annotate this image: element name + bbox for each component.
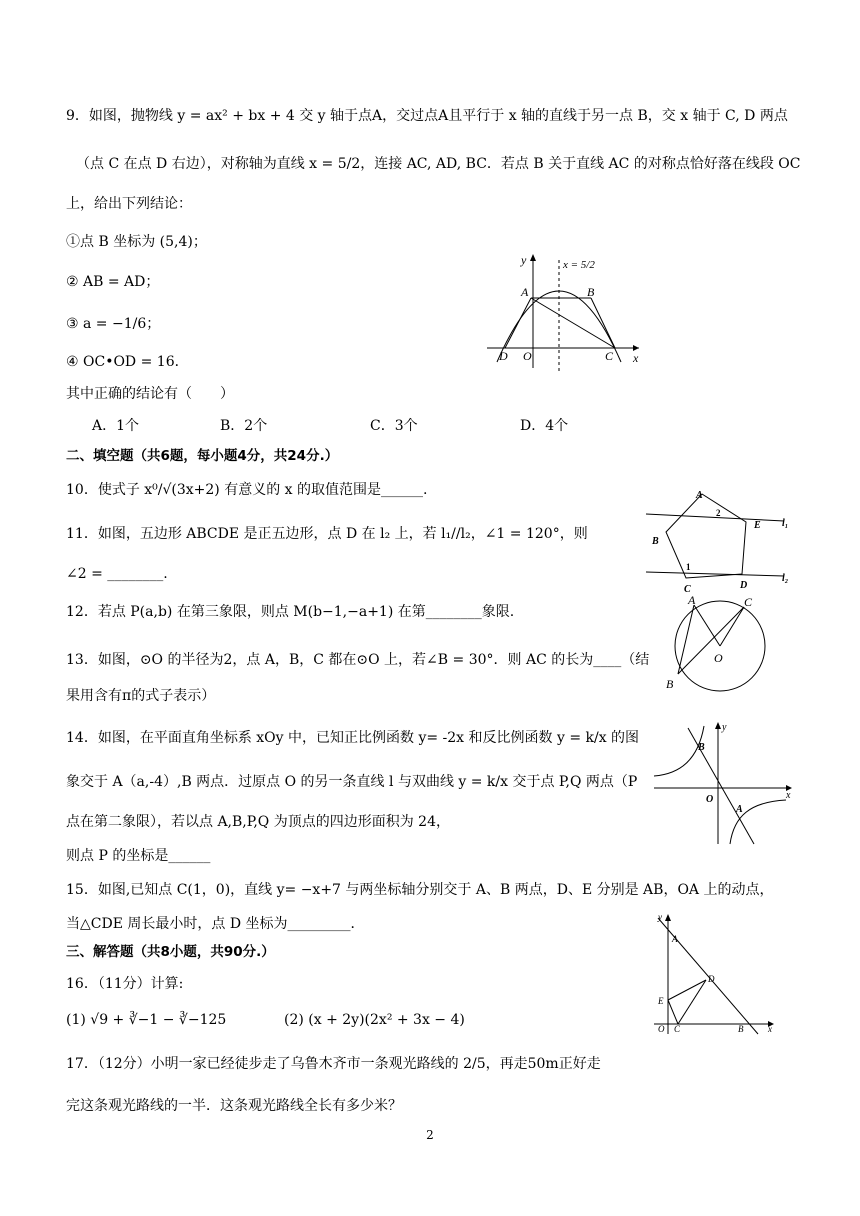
pentagon-angle-1: 1 [686, 562, 691, 572]
section-2-heading: 二、填空题（共6题，每小题4分，共24分.） [66, 448, 339, 464]
q17-line1: 17．（12分）小明一家已经徒步走了乌鲁木齐市一条观光路线的 2/5，再走50m正好走 [66, 1056, 601, 1072]
q14-line2: 象交于 A（a,-4）,B 两点．过原点 O 的另一条直线 l 与双曲线 y = k/x 交于点 P,Q 两点（P [66, 774, 638, 790]
q9-option-a[interactable]: A．1个 [92, 418, 140, 434]
q15-line2: 当△CDE 周长最小时，点 D 坐标为_________． [66, 916, 365, 932]
q14-line3: 点在第二象限），若以点 A,B,P,Q 为顶点的四边形面积为 24， [66, 814, 450, 830]
q12: 12．若点 P(a,b) 在第三象限，则点 M(b−1,−a+1) 在第________象限. [66, 604, 515, 620]
pentagon-figure [646, 488, 796, 598]
q14-line4: 则点 P 的坐标是______ [66, 848, 211, 864]
parabola-label-d: D [499, 349, 508, 363]
q11-line2: ∠2 = ________. [66, 566, 168, 582]
pentagon-label-a: A [696, 490, 703, 501]
hyperbola-label-a: A [736, 804, 743, 815]
q15-line1: 15．如图,已知点 C(1，0)，直线 y= −x+7 与两坐标轴分别交于 A、B 两点，D、E 分别是 AB，OA 上的动点， [66, 882, 774, 898]
circle-label-c: C [744, 595, 753, 609]
pentagon-label-d: D [740, 580, 748, 591]
line-figure [650, 910, 780, 1035]
line-label-o: O [658, 1024, 665, 1034]
q9-line3: 上，给出下列结论： [66, 196, 192, 212]
q13-line1: 13．如图，⊙O 的半径为2，点 A，B，C 都在⊙O 上，若∠B = 30°．则 AC 的长为____（结 [66, 652, 650, 668]
circle-label-a: A [688, 593, 696, 607]
parabola-label-a: A [521, 285, 529, 299]
line-label-b: B [738, 1024, 744, 1034]
q10: 10．使式子 x⁰/√(3x+2) 有意义的 x 的取值范围是______. [66, 482, 428, 498]
q13-line2: 果用含有π的式子表示） [66, 688, 216, 704]
parabola-label-y: y [521, 253, 527, 267]
hyperbola-label-y: y [722, 722, 727, 733]
q16-heading: 16．（11分）计算: [66, 976, 184, 992]
line-label-x: x [768, 1024, 772, 1034]
q17-line2: 完这条观光路线的一半．这条观光路线全长有多少米？ [66, 1098, 402, 1114]
q9-conclusion-2: ② AB = AD； [66, 274, 160, 290]
q11-line1: 11．如图，五边形 ABCDE 是正五边形，点 D 在 l₂ 上，若 l₁//l₂，∠1 = 120°，则 [66, 526, 588, 542]
q9-prompt: 其中正确的结论有（ ） [66, 386, 234, 402]
q9-conclusion-1: ①点 B 坐标为 (5,4)； [66, 234, 207, 250]
q9-line1: 9．如图，抛物线 y = ax² + bx + 4 交 y 轴于点A，交过点A且平行于 x 轴的直线于另一点 B，交 x 轴于 C, D 两点 [66, 108, 788, 124]
hyperbola-label-o: O [706, 794, 714, 805]
pentagon-line-l2: l₂ [782, 573, 789, 584]
circle-figure [664, 594, 774, 694]
pentagon-angle-2: 2 [716, 508, 721, 518]
pentagon-line-l1: l₁ [782, 518, 789, 529]
hyperbola-label-x: x [786, 790, 791, 801]
parabola-label-c: C [605, 349, 614, 363]
line-label-y: y [658, 912, 662, 922]
parabola-label-b: B [587, 285, 595, 299]
q16-part1: (1) √9 + ∛−1 − ∛−125 [66, 1012, 227, 1028]
q9-option-d[interactable]: D．4个 [520, 418, 569, 434]
q9-conclusion-4: ④ OC•OD = 16． [66, 354, 189, 370]
circle-label-b: B [666, 677, 674, 691]
hyperbola-figure [650, 720, 800, 846]
hyperbola-label-b: B [698, 742, 705, 753]
parabola-label-o: O [523, 349, 532, 363]
circle-label-o: O [714, 651, 723, 665]
line-label-a: A [672, 934, 678, 944]
q9-line2: （点 C 在点 D 右边），对称轴为直线 x = 5/2，连接 AC, AD, BC．若点 B 关于直线 AC 的对称点恰好落在线段 OC [76, 156, 801, 172]
q9-conclusion-3: ③ a = −1/6； [66, 316, 161, 332]
line-label-e: E [658, 996, 664, 1006]
pentagon-label-c: C [684, 584, 691, 595]
parabola-figure [487, 250, 647, 375]
pentagon-label-e: E [754, 520, 761, 531]
line-label-c: C [674, 1024, 681, 1034]
q16-part2: (2) (x + 2y)(2x² + 3x − 4) [284, 1012, 465, 1028]
q14-line1: 14．如图，在平面直角坐标系 xOy 中，已知正比例函数 y= -2x 和反比例函数 y = k/x 的图 [66, 730, 640, 746]
q9-option-b[interactable]: B．2个 [220, 418, 268, 434]
parabola-label-x: x [633, 351, 639, 365]
page-number: 2 [426, 1128, 434, 1142]
line-label-d: D [708, 974, 715, 984]
q9-option-c[interactable]: C．3个 [370, 418, 418, 434]
pentagon-label-b: B [652, 536, 659, 547]
parabola-label-axis: x = 5/2 [563, 259, 595, 271]
section-3-heading: 三、解答题（共8小题，共90分.） [66, 944, 275, 960]
